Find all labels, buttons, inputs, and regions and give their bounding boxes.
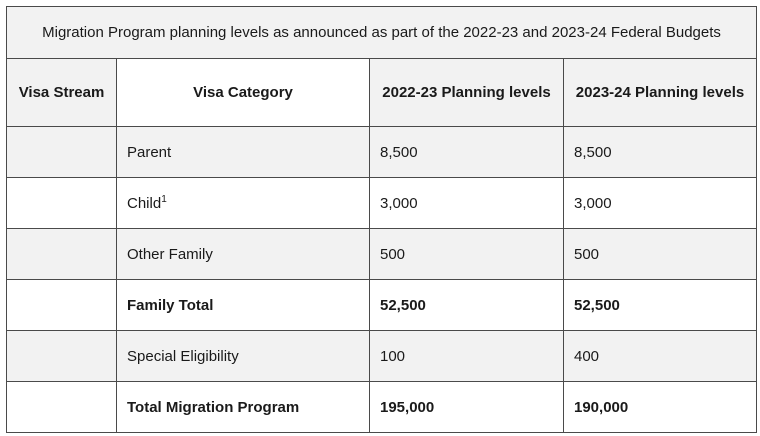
visa-stream-cell <box>7 127 117 178</box>
visa-category-label: Child <box>127 194 162 212</box>
table-row-family-total <box>7 280 757 331</box>
planning-2022-23-cell: 500 <box>370 229 564 280</box>
table-row-parent <box>7 127 757 178</box>
planning-2022-23-cell: 3,000 <box>370 178 564 229</box>
visa-stream-cell <box>7 280 117 331</box>
planning-2022-23-cell: 100 <box>370 331 564 382</box>
footnote-marker: 1 <box>161 193 167 205</box>
visa-stream-cell <box>7 229 117 280</box>
table-caption: Migration Program planning levels as announced as part of the 2022-23 and 2023-24 Federal Budgets <box>7 7 757 59</box>
planning-2023-24-cell: 52,500 <box>564 280 757 331</box>
visa-category-cell: Total Migration Program <box>117 382 370 433</box>
planning-2023-24-cell: 8,500 <box>564 127 757 178</box>
visa-category-cell: Parent <box>117 127 370 178</box>
visa-category-cell: Special Eligibility <box>117 331 370 382</box>
planning-2023-24-cell: 400 <box>564 331 757 382</box>
table-row-total-migration-program <box>7 382 757 433</box>
header-2022-23-planning-levels: 2022-23 Planning levels <box>370 59 564 127</box>
visa-category-cell: Other Family <box>117 229 370 280</box>
header-2023-24-planning-levels: 2023-24 Planning levels <box>564 59 757 127</box>
planning-2022-23-cell: 195,000 <box>370 382 564 433</box>
table-row-special-eligibility <box>7 331 757 382</box>
header-visa-category: Visa Category <box>117 59 370 127</box>
planning-2022-23-cell: 52,500 <box>370 280 564 331</box>
header-visa-stream: Visa Stream <box>7 59 117 127</box>
visa-stream-cell <box>7 331 117 382</box>
visa-stream-cell <box>7 382 117 433</box>
planning-2023-24-cell: 3,000 <box>564 178 757 229</box>
planning-2022-23-cell: 8,500 <box>370 127 564 178</box>
visa-category-cell <box>117 178 370 229</box>
visa-category-cell: Family Total <box>117 280 370 331</box>
planning-2023-24-cell: 190,000 <box>564 382 757 433</box>
table-row-child <box>7 178 757 229</box>
visa-stream-cell <box>7 178 117 229</box>
table-row-other-family <box>7 229 757 280</box>
planning-2023-24-cell: 500 <box>564 229 757 280</box>
migration-planning-table <box>6 6 757 433</box>
